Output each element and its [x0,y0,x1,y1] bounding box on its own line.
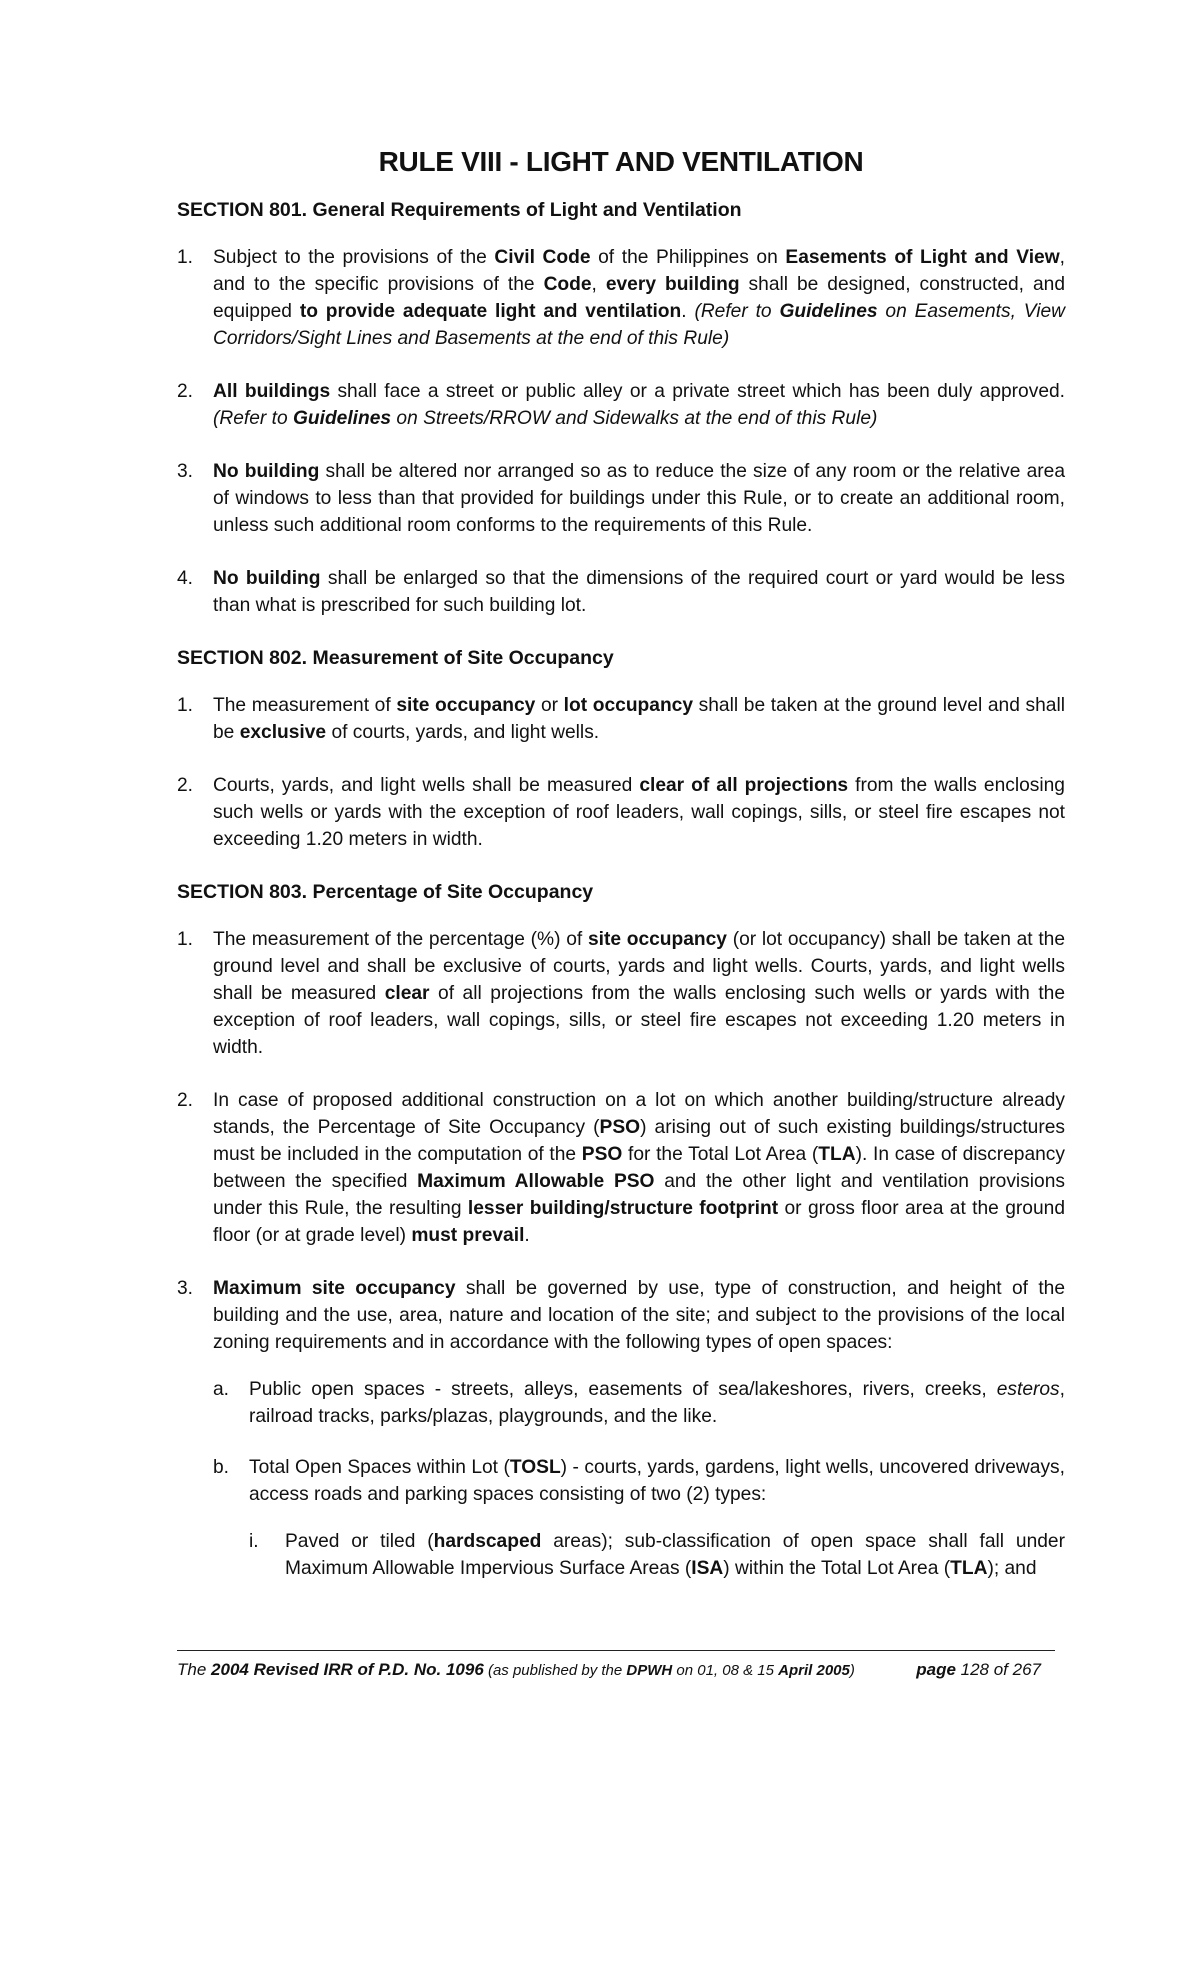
list-item-number: 3. [177,1278,194,1299]
text-run: esteros [996,1379,1060,1400]
text-run: Maximum site occupancy [213,1278,456,1299]
text-run: to provide adequate light and ventilation [299,301,682,322]
text-run: Civil Code [494,247,591,268]
list-item [177,1275,1065,1582]
page-footer [177,1660,1055,1680]
text-run: TLA [818,1144,856,1165]
footer-divider [177,1650,1055,1651]
text-run: of the Philippines on [590,247,786,268]
section-block [177,645,1065,853]
text-run: (or lot occupancy) shall be taken at the ground level and shall be exclusive of courts, yards and light wells. Courts, yards, and light wells shall be measured [213,929,1066,1004]
list-item-number: 1. [177,929,194,950]
text-run: Paved or tiled ( [285,1531,434,1552]
text-run: The measurement of [213,695,397,716]
sub-list [213,1376,1065,1582]
list-item-number: b. [213,1457,230,1478]
footer-text-run: 2004 Revised IRR of P.D. No. 1096 [211,1660,484,1679]
list-item-text [213,381,1065,429]
footer-text-run: ) [849,1662,855,1679]
text-run: site occupancy [396,695,536,716]
text-run: ) - courts, yards, gardens, light wells, uncovered driveways, access roads and parking spaces consisting of two (2) types: [249,1457,1065,1505]
list-item-text [213,461,1065,536]
text-run: shall be taken at the ground level and shall be [213,695,1065,743]
text-run: Maximum Allowable PSO [417,1171,655,1192]
text-run: ISA [691,1558,724,1579]
text-run: shall be altered nor arranged so as to reduce the size of any room or the relative area of windows to less than that provided for buildings under this Rule, or to create an additional room, unless such additional room conforms to the requirements of this Rule. [213,461,1065,536]
text-run: Public open spaces - streets, alleys, easements of sea/lakeshores, rivers, creeks, [249,1379,997,1400]
text-run: ) within the Total Lot Area ( [723,1558,951,1579]
text-run: every building [605,274,740,295]
section-heading: SECTION 803. Percentage of Site Occupancy [177,881,594,903]
footer-text-run: (as published by the [483,1662,627,1679]
footer-text-run: The [177,1660,212,1679]
text-run: PSO [581,1144,623,1165]
list-item-number: 1. [177,247,194,268]
text-run: hardscaped [433,1531,542,1552]
list-item-number: 2. [177,1090,194,1111]
text-run: Subject to the provisions of the [213,247,495,268]
footer-text-run: on 01, 08 & 15 [672,1662,779,1679]
list-item [177,1087,1065,1249]
numbered-list [177,692,1065,853]
text-run: (Refer to [694,301,780,322]
list-item [177,244,1065,352]
text-run: areas); sub-classification of open space shall fall under Maximum Allowable Impervious Surface Areas ( [285,1531,1065,1579]
text-run: from the walls enclosing such wells or yards with the exception of roof leaders, wall copings, sills, or steel fire escapes not exceeding 1.20 meters in width. [213,775,1065,850]
section-heading: SECTION 801. General Requirements of Light and Ventilation [177,199,742,221]
list-item [177,565,1065,619]
list-item [177,772,1065,853]
text-run: (Refer to [213,408,293,429]
text-run: Guidelines [292,408,392,429]
text-run: No building [213,461,320,482]
footer-text-run: April 2005 [778,1662,850,1679]
text-run: shall be enlarged so that the dimensions of the required court or yard would be less than what is prescribed for such building lot. [213,568,1065,616]
text-run: lesser building/structure footprint [467,1198,779,1219]
list-item [177,692,1065,746]
text-run: TLA [950,1558,988,1579]
text-run: or gross floor area at the ground floor (or at grade level) [213,1198,1065,1246]
list-item [177,926,1065,1061]
text-run: , railroad tracks, parks/plazas, playgrounds, and the like. [249,1379,1065,1427]
text-run: ). In case of discrepancy between the specified [213,1144,1065,1192]
page-title: RULE VIII - LIGHT AND VENTILATION [378,146,864,177]
text-run: of all projections from the walls enclosing such wells or yards with the exception of roof leaders, wall copings, sills, or steel fire escapes not exceeding 1.20 meters in width. [213,983,1065,1058]
section-block [177,197,1065,619]
list-item-number: 2. [177,775,194,796]
list-item-text [213,1278,1065,1353]
list-item-number: a. [213,1379,230,1400]
section-block [177,879,1065,1582]
text-run: shall be designed, constructed, and equipped [213,274,1066,322]
text-run: clear of all projections [639,775,849,796]
text-run: shall face a street or public alley or a private street which has been duly approved. [330,381,1065,402]
list-item [249,1528,1065,1582]
text-run: , [591,274,606,295]
text-run: on Easements, View Corridors/Sight Lines and Basements at the end of this Rule) [213,301,1065,349]
text-run: for the Total Lot Area ( [622,1144,819,1165]
text-run: Courts, yards, and light wells shall be measured [213,775,640,796]
list-item-text [213,775,1065,850]
list-item-text [213,929,1065,1058]
text-run: site occupancy [587,929,727,950]
text-run: TOSL [509,1457,561,1478]
text-run: , and to the specific provisions of the [213,247,1065,295]
list-item-text [213,247,1065,349]
list-item-number: i. [249,1531,259,1552]
footer-text-run: 128 of 267 [955,1660,1041,1679]
list-item [177,378,1065,432]
list-item-number: 1. [177,695,194,716]
text-run: . [681,301,695,322]
text-run: In case of proposed additional construction on a lot on which another building/structure already stands, the Percentage of Site Occupancy ( [213,1090,1065,1138]
footer-text-run: DPWH [626,1662,673,1679]
text-run: on Streets/RROW and Sidewalks at the end of this Rule) [391,408,878,429]
list-item-text [249,1379,1065,1427]
numbered-list [177,244,1065,619]
text-run: . [524,1225,530,1246]
list-item-number: 4. [177,568,194,589]
text-run: lot occupancy [563,695,694,716]
footer-text-run: page [916,1660,956,1679]
numbered-list [177,926,1065,1582]
text-run: Easements of Light and View [785,247,1060,268]
text-run: clear [384,983,430,1004]
list-item-text [213,695,1065,743]
page-content [177,118,1065,1608]
text-run: of courts, yards, and light wells. [326,722,600,743]
text-run: All buildings [213,381,331,402]
text-run: exclusive [239,722,327,743]
list-item-text [213,1090,1065,1246]
text-run: PSO [599,1117,641,1138]
text-run: The measurement of the percentage (%) of [213,929,588,950]
list-item-number: 2. [177,381,194,402]
text-run: Guidelines [779,301,878,322]
text-run: ); and [987,1558,1037,1579]
text-run: Total Open Spaces within Lot ( [249,1457,510,1478]
footer-page-number [916,1660,1041,1680]
list-item-text [213,568,1065,616]
text-run: must prevail [411,1225,525,1246]
list-item [177,458,1065,539]
sub-list [249,1528,1065,1582]
list-item-text [285,1531,1065,1579]
list-item-number: 3. [177,461,194,482]
text-run: shall be governed by use, type of construction, and height of the building and the use, area, nature and location of the site; and subject to the provisions of the local zoning requirements and in accordance with the following types of open spaces: [213,1278,1065,1353]
list-item [213,1454,1065,1582]
list-item [213,1376,1065,1430]
text-run: No building [213,568,321,589]
text-run: and the other light and ventilation provisions under this Rule, the resulting [213,1171,1065,1219]
text-run: or [535,695,564,716]
text-run: Code [543,274,592,295]
text-run: ) arising out of such existing buildings/structures must be included in the computation of the [213,1117,1065,1165]
sections-container [177,197,1065,1582]
footer-citation [177,1660,855,1679]
section-heading: SECTION 802. Measurement of Site Occupancy [177,647,614,669]
list-item-text [249,1457,1065,1505]
